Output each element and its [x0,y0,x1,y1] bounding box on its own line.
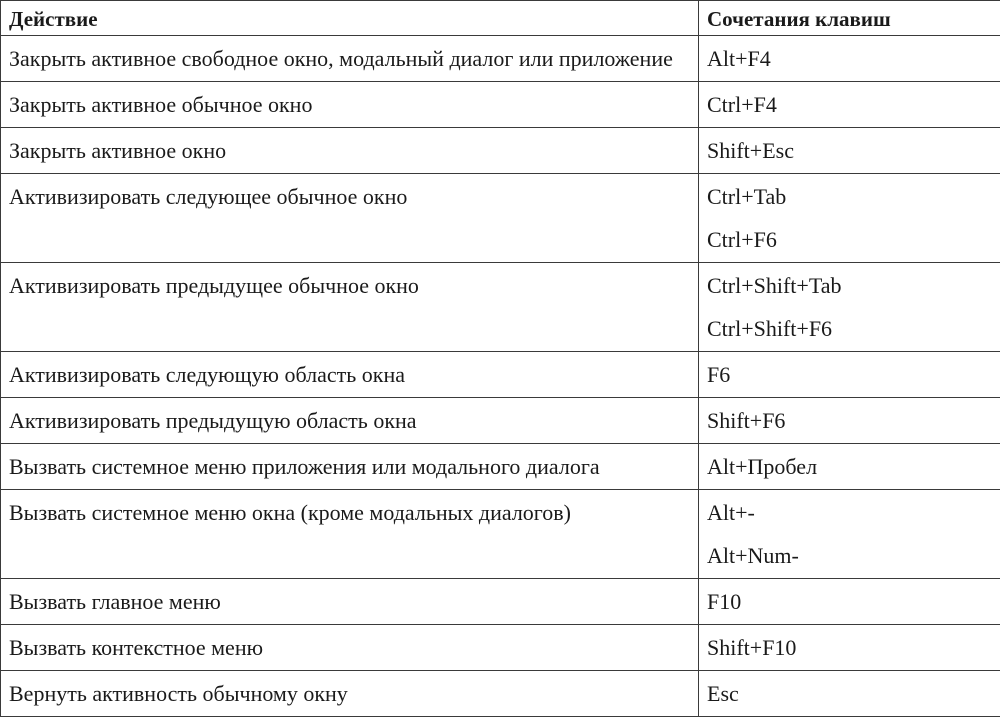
shortcut-key: Esc [707,675,992,713]
action-cell: Вызвать контекстное меню [1,625,699,671]
column-header-action: Действие [1,1,699,36]
shortcut-cell [699,128,1000,174]
table-row [1,174,1000,263]
shortcut-cell [699,625,1000,671]
table-row [1,36,1000,82]
action-cell: Вызвать главное меню [1,579,699,625]
shortcut-cell [699,82,1000,128]
table-row [1,398,1000,444]
shortcut-key: Shift+F10 [707,629,992,667]
action-cell: Вызвать системное меню приложения или модального диалога [1,444,699,490]
shortcut-key: Shift+Esc [707,132,992,170]
action-cell: Закрыть активное окно [1,128,699,174]
shortcut-key: Ctrl+F6 [707,221,992,259]
table-row [1,263,1000,352]
action-cell: Вызвать системное меню окна (кроме модальных диалогов) [1,490,699,579]
table-row [1,579,1000,625]
action-cell: Закрыть активное обычное окно [1,82,699,128]
shortcut-cell [699,36,1000,82]
shortcut-key: Ctrl+Tab [707,178,992,216]
shortcut-key: Alt+Num- [707,537,992,575]
shortcut-key: Alt+Пробел [707,448,992,486]
table-row [1,82,1000,128]
shortcut-cell [699,174,1000,263]
table-row [1,128,1000,174]
action-cell: Активизировать следующее обычное окно [1,174,699,263]
shortcut-key: Ctrl+Shift+F6 [707,310,992,348]
shortcut-cell [699,263,1000,352]
shortcut-key: Alt+- [707,494,992,532]
column-header-shortcut: Сочетания клавиш [699,1,1000,36]
action-cell: Активизировать предыдущее обычное окно [1,263,699,352]
table-row [1,490,1000,579]
shortcut-key: Shift+F6 [707,402,992,440]
shortcut-key: Alt+F4 [707,40,992,78]
shortcut-cell [699,398,1000,444]
shortcut-key: Ctrl+Shift+Tab [707,267,992,305]
shortcut-cell [699,352,1000,398]
table-row [1,625,1000,671]
shortcut-cell [699,490,1000,579]
shortcut-cell [699,444,1000,490]
shortcut-key: F6 [707,356,992,394]
action-cell: Активизировать предыдущую область окна [1,398,699,444]
table-header-row [1,1,1000,36]
table-row [1,352,1000,398]
table-row [1,444,1000,490]
shortcut-cell [699,579,1000,625]
shortcut-key: Ctrl+F4 [707,86,992,124]
action-cell: Активизировать следующую область окна [1,352,699,398]
table-body [1,36,1000,717]
action-cell: Вернуть активность обычному окну [1,671,699,717]
action-cell: Закрыть активное свободное окно, модальный диалог или приложение [1,36,699,82]
shortcut-key: F10 [707,583,992,621]
